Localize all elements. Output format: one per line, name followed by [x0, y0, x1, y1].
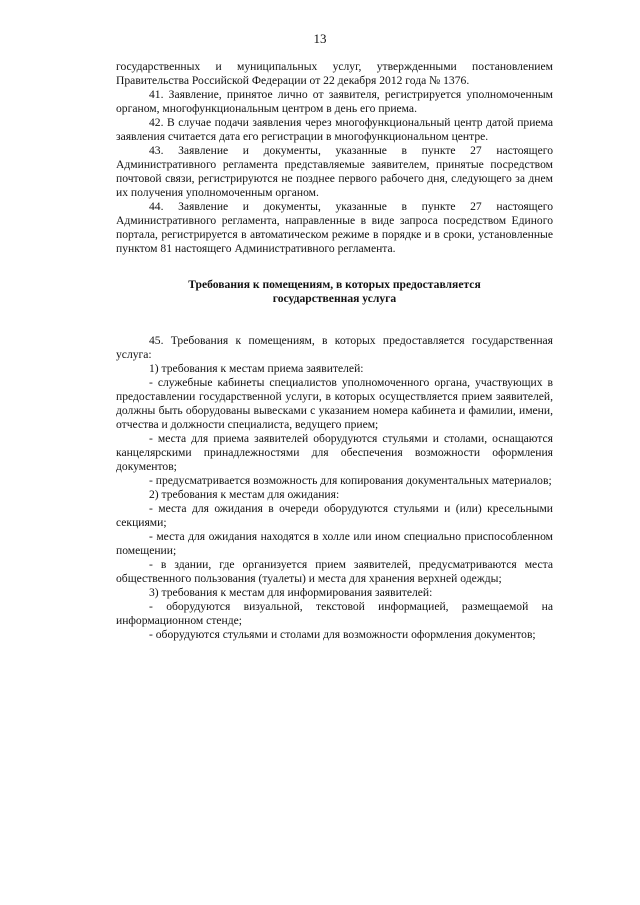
paragraph: 1) требования к местам приема заявителей: — [149, 362, 364, 375]
paragraph: - оборудуются визуальной, текстовой информацией, размещаемой на информационном стенде; — [116, 600, 553, 627]
paragraph: 2) требования к местам для ожидания: — [149, 488, 340, 501]
paragraph: 42. В случае подачи заявления через многофункциональный центр датой приема заявления считается дата его регистрации в многофункциональном центре. — [116, 116, 553, 143]
paragraph: - места для ожидания находятся в холле или ином специально приспособленном помещении; — [116, 530, 553, 557]
paragraph: - оборудуются стульями и столами для возможности оформления документов; — [149, 628, 536, 641]
paragraph: - служебные кабинеты специалистов уполномоченного органа, участвующих в предоставлении государственной услуги, в которых осуществляется прием заявителей, должны быть оборудованы вывесками с указанием номера кабинета и фамилии, имени, отчества и должности специалиста, ведущего прием; — [116, 376, 553, 431]
paragraph: 45. Требования к помещениям, в которых предоставляется государственная услуга: — [116, 334, 553, 361]
paragraph: - места для ожидания в очереди оборудуются стульями и (или) кресельными секциями; — [116, 502, 553, 529]
section-heading: Требования к помещениям, в которых предоставляется государственная услуга — [188, 278, 481, 305]
paragraph: 44. Заявление и документы, указанные в пункте 27 настоящего Административного регламента, направленные в виде запроса посредством Единого портала, регистрируется в автоматическом режиме в порядке и в сроки, установленные пунктом 81 настоящего Административного регламента. — [116, 200, 553, 255]
page-number: 13 — [313, 31, 327, 46]
paragraphs-after — [116, 334, 553, 642]
paragraph: - предусматривается возможность для копирования документальных материалов; — [149, 474, 552, 487]
document-body — [116, 60, 553, 642]
paragraph: 3) требования к местам для информирования заявителей: — [149, 586, 433, 599]
paragraph: - места для приема заявителей оборудуются стульями и столами, оснащаются канцелярскими принадлежностями для обеспечения возможности оформления документов; — [116, 432, 553, 473]
paragraph: 43. Заявление и документы, указанные в пункте 27 настоящего Административного регламента представляемые заявителем, принятые посредством почтовой связи, регистрируются не позднее первого рабочего дня, следующего за днем их получения уполномоченным органом. — [116, 144, 553, 199]
paragraph: - в здании, где организуется прием заявителей, предусматриваются места общественного пользования (туалеты) и места для хранения верхней одежды; — [116, 558, 553, 585]
paragraph: государственных и муниципальных услуг, утвержденными постановлением Правительства Российской Федерации от 22 декабря 2012 года № 1376. — [116, 60, 553, 87]
paragraphs-before — [116, 60, 553, 256]
paragraph: 41. Заявление, принятое лично от заявителя, регистрируется уполномоченным органом, многофункциональным центром в день его приема. — [116, 88, 553, 115]
